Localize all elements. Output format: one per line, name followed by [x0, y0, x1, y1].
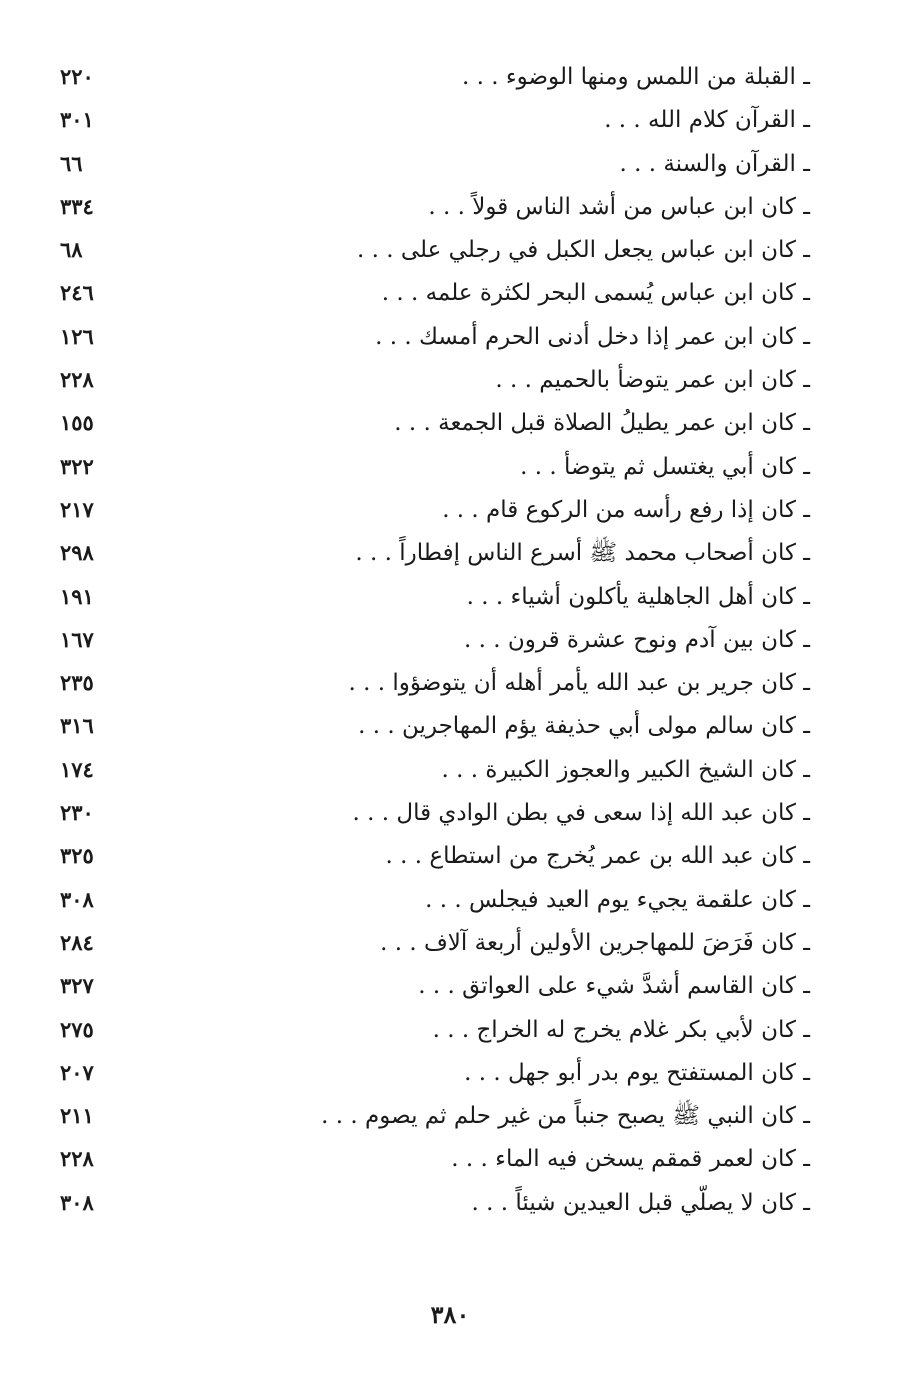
- entry-page-ref: ٢٢٠: [60, 64, 94, 89]
- entry-page-ref: ١٥٥: [60, 410, 94, 436]
- entry-page-ref: ٦٨: [60, 237, 83, 263]
- entry-text: ـ كان سالم مولى أبي حذيفة يؤم المهاجرين . . .: [358, 713, 810, 740]
- entry-page-ref: ٢٠٧: [60, 1059, 94, 1085]
- entry-text: ـ كان فَرَضَ للمهاجرين الأولين أربعة آلاف . . .: [380, 929, 810, 956]
- entry-page-ref: ٢٢٨: [60, 1146, 94, 1172]
- index-entry: [50, 316, 820, 359]
- entry-page-ref: ٣٢٥: [60, 843, 94, 869]
- index-entry: [50, 1095, 820, 1138]
- index-entry: [50, 56, 820, 99]
- index-entry: [50, 186, 820, 229]
- entry-text: ـ كان لا يصلّي قبل العيدين شيئاً . . .: [471, 1189, 810, 1216]
- entry-text: ـ كان ابن عباس يجعل الكبل في رجلي على . . .: [357, 237, 810, 264]
- entry-text: ـ كان أهل الجاهلية يأكلون أشياء . . .: [466, 583, 810, 610]
- entry-page-ref: ٣١٦: [60, 713, 94, 739]
- index-entry: [50, 922, 820, 965]
- index-entry: [50, 619, 820, 662]
- entry-text: ـ كان جرير بن عبد الله يأمر أهله أن يتوضؤوا . . .: [348, 670, 810, 697]
- index-entry: [50, 99, 820, 142]
- index-entry: [50, 229, 820, 272]
- index-entry: [50, 1052, 820, 1095]
- index-entry: [50, 705, 820, 748]
- entry-page-ref: ٦٦: [60, 150, 83, 176]
- entry-page-ref: ٢٣٠: [60, 800, 94, 826]
- index-entry: [50, 272, 820, 315]
- entry-text: ـ كان ابن عمر يطيلُ الصلاة قبل الجمعة . . .: [394, 410, 810, 437]
- entry-text: ـ كان عبد الله إذا سعى في بطن الوادي قال . . .: [352, 800, 810, 827]
- entry-page-ref: ٣٠١: [60, 107, 94, 133]
- entry-text: ـ كان ابن عمر يتوضأ بالحميم . . .: [495, 367, 810, 394]
- index-entry: [50, 835, 820, 878]
- entry-text: ـ كان بين آدم ونوح عشرة قرون . . .: [464, 626, 810, 653]
- entry-page-ref: ٢٨٤: [60, 929, 94, 955]
- index-entry: [50, 1009, 820, 1052]
- entry-text: ـ القبلة من اللمس ومنها الوضوء . . .: [461, 64, 810, 90]
- index-entry: [50, 359, 820, 402]
- entry-text: ـ كان علقمة يجيء يوم العيد فيجلس . . .: [425, 886, 810, 913]
- entry-page-ref: ٢٤٦: [60, 280, 94, 306]
- entry-text: ـ كان ابن عمر إذا دخل أدنى الحرم أمسك . . .: [375, 323, 810, 350]
- index-entry: [50, 749, 820, 792]
- index-entry: [50, 532, 820, 575]
- index-entry: [50, 879, 820, 922]
- index-entry: [50, 965, 820, 1008]
- index-entry: [50, 143, 820, 186]
- index-list: [50, 56, 820, 1225]
- entry-page-ref: ٢٢٨: [60, 367, 94, 393]
- entry-page-ref: ١٢٦: [60, 323, 94, 349]
- entry-page-ref: ٣٠٨: [60, 1189, 94, 1215]
- page-number: ٣٨٠: [430, 1300, 470, 1329]
- index-entry: [50, 489, 820, 532]
- entry-page-ref: ٢٩٨: [60, 540, 94, 566]
- entry-page-ref: ٣٢٧: [60, 973, 94, 999]
- entry-text: ـ كان المستفتح يوم بدر أبو جهل . . .: [464, 1059, 810, 1086]
- entry-text: ـ كان القاسم أشدَّ شيء على العواتق . . .: [418, 973, 810, 1000]
- entry-text: ـ كان لعمر قمقم يسخن فيه الماء . . .: [451, 1146, 810, 1173]
- entry-page-ref: ٢١١: [60, 1103, 94, 1129]
- index-entry: [50, 1138, 820, 1181]
- entry-text: ـ كان لأبي بكر غلام يخرج له الخراج . . .: [432, 1016, 810, 1043]
- index-entry: [50, 1182, 820, 1225]
- entry-text: ـ كان أبي يغتسل ثم يتوضأ . . .: [520, 453, 810, 480]
- index-entry: [50, 662, 820, 705]
- entry-text: ـ كان عبد الله بن عمر يُخرج من استطاع . . .: [385, 843, 810, 870]
- entry-page-ref: ١٦٧: [60, 626, 94, 652]
- entry-text: ـ القرآن والسنة . . .: [619, 150, 810, 177]
- entry-page-ref: ١٧٤: [60, 756, 94, 782]
- index-entry: [50, 792, 820, 835]
- index-entry: [50, 446, 820, 489]
- entry-text: ـ كان النبي ﷺ يصبح جنباً من غير حلم ثم يصوم . . .: [321, 1103, 810, 1130]
- entry-text: ـ كان ابن عباس من أشد الناس قولاً . . .: [428, 193, 810, 220]
- entry-text: ـ كان ابن عباس يُسمى البحر لكثرة علمه . . .: [381, 280, 810, 307]
- entry-page-ref: ٣٢٢: [60, 453, 94, 479]
- entry-text: ـ كان الشيخ الكبير والعجوز الكبيرة . . .: [441, 756, 810, 783]
- index-entry: [50, 576, 820, 619]
- entry-text: ـ كان أصحاب محمد ﷺ أسرع الناس إفطاراً . . .: [355, 540, 810, 567]
- entry-page-ref: ٣٠٨: [60, 886, 94, 912]
- entry-page-ref: ٢١٧: [60, 496, 94, 522]
- entry-page-ref: ٢٣٥: [60, 670, 94, 696]
- entry-page-ref: ٣٣٤: [60, 193, 94, 219]
- entry-page-ref: ١٩١: [60, 583, 94, 609]
- entry-text: ـ كان إذا رفع رأسه من الركوع قام . . .: [442, 496, 810, 523]
- entry-page-ref: ٢٧٥: [60, 1016, 94, 1042]
- index-entry: [50, 402, 820, 445]
- entry-text: ـ القرآن كلام الله . . .: [604, 107, 810, 134]
